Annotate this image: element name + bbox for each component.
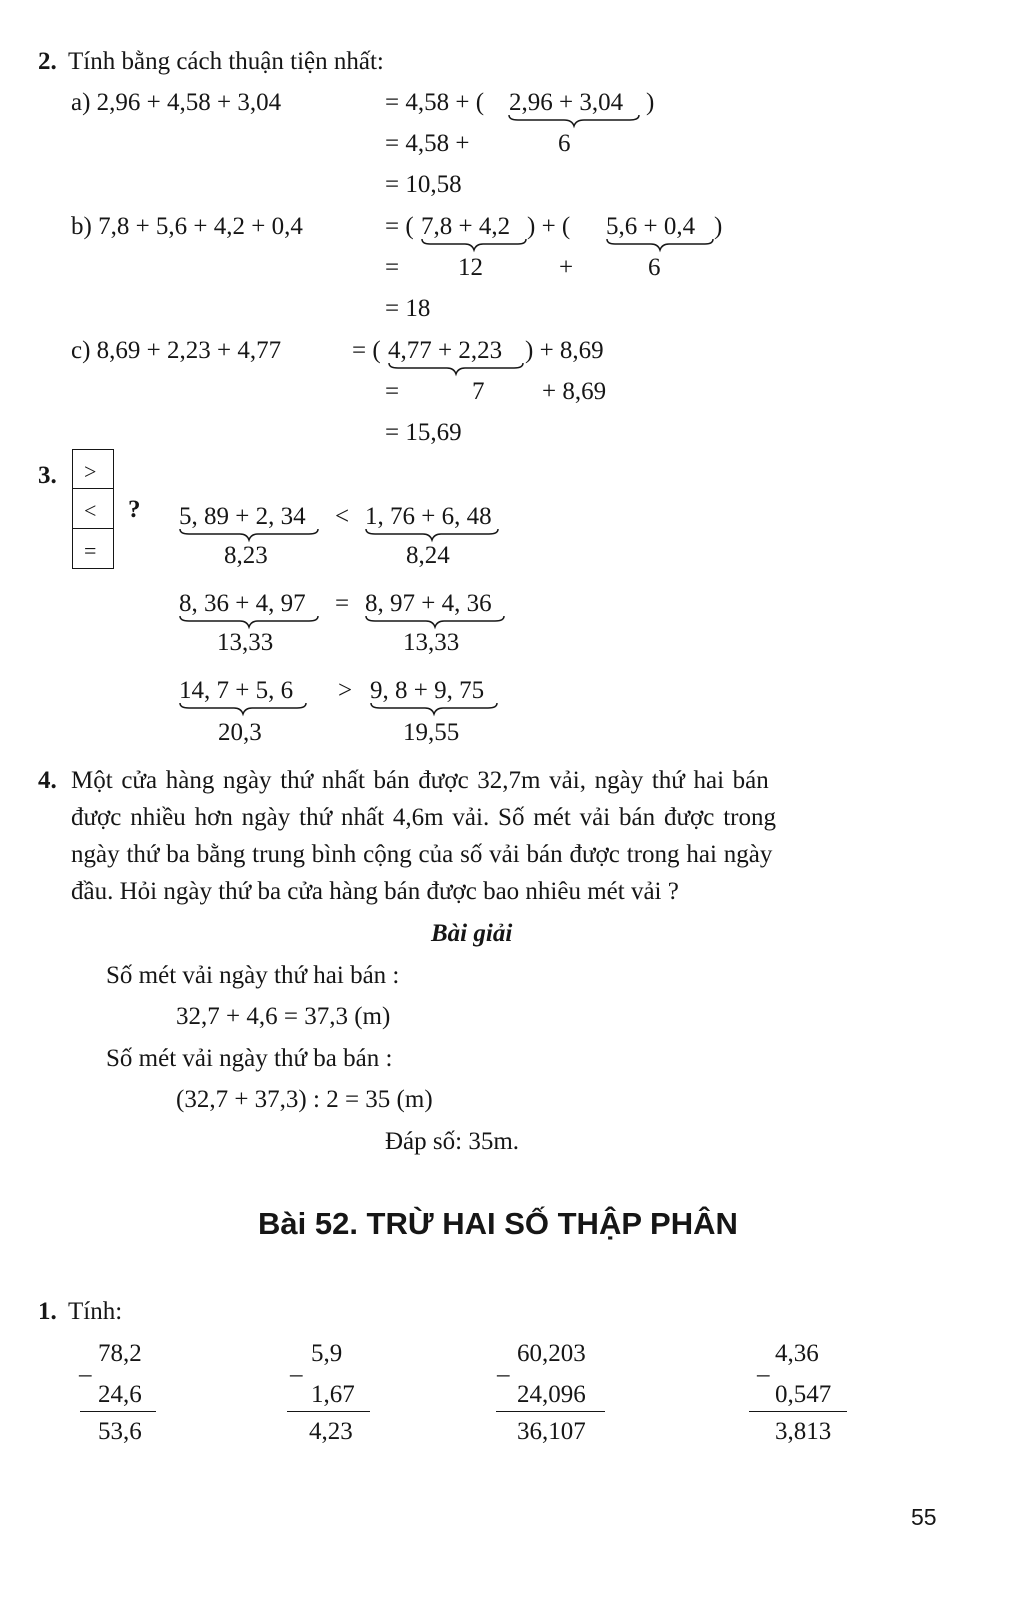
exercise-4-number: 4. — [38, 767, 57, 794]
ex2a-result: = 10,58 — [385, 171, 462, 198]
solution-step-label: Số mét vải ngày thứ ba bán : — [106, 1045, 393, 1072]
underbrace — [370, 702, 498, 716]
compare-right-sum: 8,24 — [406, 542, 450, 569]
minus-sign: – — [290, 1361, 303, 1388]
compare-operator: < — [335, 503, 350, 530]
minus-sign: – — [79, 1361, 92, 1388]
compare-left-sum: 8,23 — [224, 542, 268, 569]
compare-left-sum: 13,33 — [217, 629, 274, 656]
compare-left-sum: 20,3 — [218, 719, 262, 746]
ex2b-group2: 5,6 + 0,4 — [606, 213, 696, 240]
underbrace — [365, 528, 499, 542]
sign-divider — [73, 488, 113, 489]
ex2b-middle: ) + ( — [527, 213, 571, 240]
subtrahend: 1,67 — [311, 1381, 355, 1408]
compare-right: 1, 76 + 6, 48 — [365, 503, 492, 530]
ex2a-line1-post: ) — [646, 89, 655, 116]
ex2a-line2-value: 6 — [558, 130, 571, 157]
page-number: 55 — [911, 1504, 937, 1530]
underbrace — [179, 702, 307, 716]
ex2a-line2-pre: = 4,58 + — [385, 130, 470, 157]
compare-left: 14, 7 + 5, 6 — [179, 677, 294, 704]
sign-equal: = — [84, 538, 97, 563]
lesson-title: Bài 52. TRỪ HAI SỐ THẬP PHÂN — [258, 1206, 738, 1241]
minus-sign: – — [497, 1361, 510, 1388]
result-line — [287, 1411, 370, 1412]
exercise-1-title: Tính: — [68, 1298, 123, 1325]
compare-right-sum: 13,33 — [403, 629, 460, 656]
underbrace — [421, 238, 527, 252]
exercise-1-number: 1. — [38, 1298, 57, 1325]
ex2a-group: 2,96 + 3,04 — [509, 89, 624, 116]
ex2b-line2-eq: = — [385, 254, 400, 281]
underbrace — [606, 238, 714, 252]
compare-right: 8, 97 + 4, 36 — [365, 590, 492, 617]
solution-calculation: (32,7 + 37,3) : 2 = 35 (m) — [176, 1086, 433, 1113]
difference: 4,23 — [309, 1418, 353, 1445]
ex2b-line2-value2: 6 — [648, 254, 661, 281]
ex2b-end: ) — [714, 213, 723, 240]
underbrace — [365, 615, 505, 629]
solution-step-label: Số mét vải ngày thứ hai bán : — [106, 962, 400, 989]
minus-sign: – — [757, 1361, 770, 1388]
problem-line: Một cửa hàng ngày thứ nhất bán được 32,7m vải, ngày thứ hai bán — [71, 767, 769, 794]
compare-right-sum: 19,55 — [403, 719, 460, 746]
minuend: 78,2 — [98, 1340, 142, 1367]
problem-line: ngày thứ ba bằng trung bình cộng của số vải bán được trong hai ngày — [71, 841, 773, 868]
compare-left: 8, 36 + 4, 97 — [179, 590, 306, 617]
final-answer: Đáp số: 35m. — [385, 1128, 520, 1155]
exercise-2-title: Tính bằng cách thuận tiện nhất: — [68, 48, 384, 75]
ex2a-expression: a) 2,96 + 4,58 + 3,04 — [71, 89, 282, 116]
result-line — [749, 1411, 847, 1412]
ex2c-line2-eq: = — [385, 378, 400, 405]
difference: 53,6 — [98, 1418, 142, 1445]
minuend: 5,9 — [311, 1340, 343, 1367]
ex2c-group1: 4,77 + 2,23 — [388, 337, 503, 364]
compare-right: 9, 8 + 9, 75 — [370, 677, 485, 704]
ex2a-line1-pre: = 4,58 + ( — [385, 89, 485, 116]
ex2c-line2-value: 7 — [472, 378, 485, 405]
ex2b-expression: b) 7,8 + 5,6 + 4,2 + 0,4 — [71, 213, 303, 240]
underbrace — [508, 114, 640, 128]
solution-calculation: 32,7 + 4,6 = 37,3 (m) — [176, 1003, 391, 1030]
compare-operator: = — [335, 590, 350, 617]
difference: 3,813 — [775, 1418, 832, 1445]
underbrace — [179, 528, 319, 542]
subtrahend: 0,547 — [775, 1381, 832, 1408]
exercise-2-number: 2. — [38, 48, 57, 75]
sign-less: < — [84, 498, 97, 523]
compare-operator: > — [338, 677, 353, 704]
minuend: 60,203 — [517, 1340, 586, 1367]
solution-title: Bài giải — [431, 920, 513, 947]
sign-greater: > — [84, 459, 97, 484]
problem-line: đầu. Hỏi ngày thứ ba cửa hàng bán được bao nhiêu mét vải ? — [71, 878, 679, 905]
ex2c-line1-eq: = ( — [352, 337, 381, 364]
ex2c-result: = 15,69 — [385, 419, 462, 446]
sign-divider — [73, 528, 113, 529]
ex2c-line2-tail: + 8,69 — [542, 378, 607, 405]
ex2b-group1: 7,8 + 4,2 — [421, 213, 511, 240]
underbrace — [388, 362, 524, 376]
minuend: 4,36 — [775, 1340, 819, 1367]
result-line — [80, 1411, 156, 1412]
ex2b-result: = 18 — [385, 295, 431, 322]
subtrahend: 24,6 — [98, 1381, 142, 1408]
exercise-3-number: 3. — [38, 462, 57, 489]
ex2c-tail: ) + 8,69 — [525, 337, 604, 364]
ex2b-line2-value1: 12 — [458, 254, 483, 281]
underbrace — [179, 615, 319, 629]
difference: 36,107 — [517, 1418, 586, 1445]
ex2b-line1-eq: = ( — [385, 213, 414, 240]
result-line — [496, 1411, 605, 1412]
subtrahend: 24,096 — [517, 1381, 586, 1408]
compare-left: 5, 89 + 2, 34 — [179, 503, 306, 530]
question-mark: ? — [128, 496, 141, 523]
ex2b-line2-plus: + — [559, 254, 574, 281]
ex2c-expression: c) 8,69 + 2,23 + 4,77 — [71, 337, 282, 364]
problem-line: được nhiều hơn ngày thứ nhất 4,6m vải. Số mét vải bán được trong — [71, 804, 776, 831]
